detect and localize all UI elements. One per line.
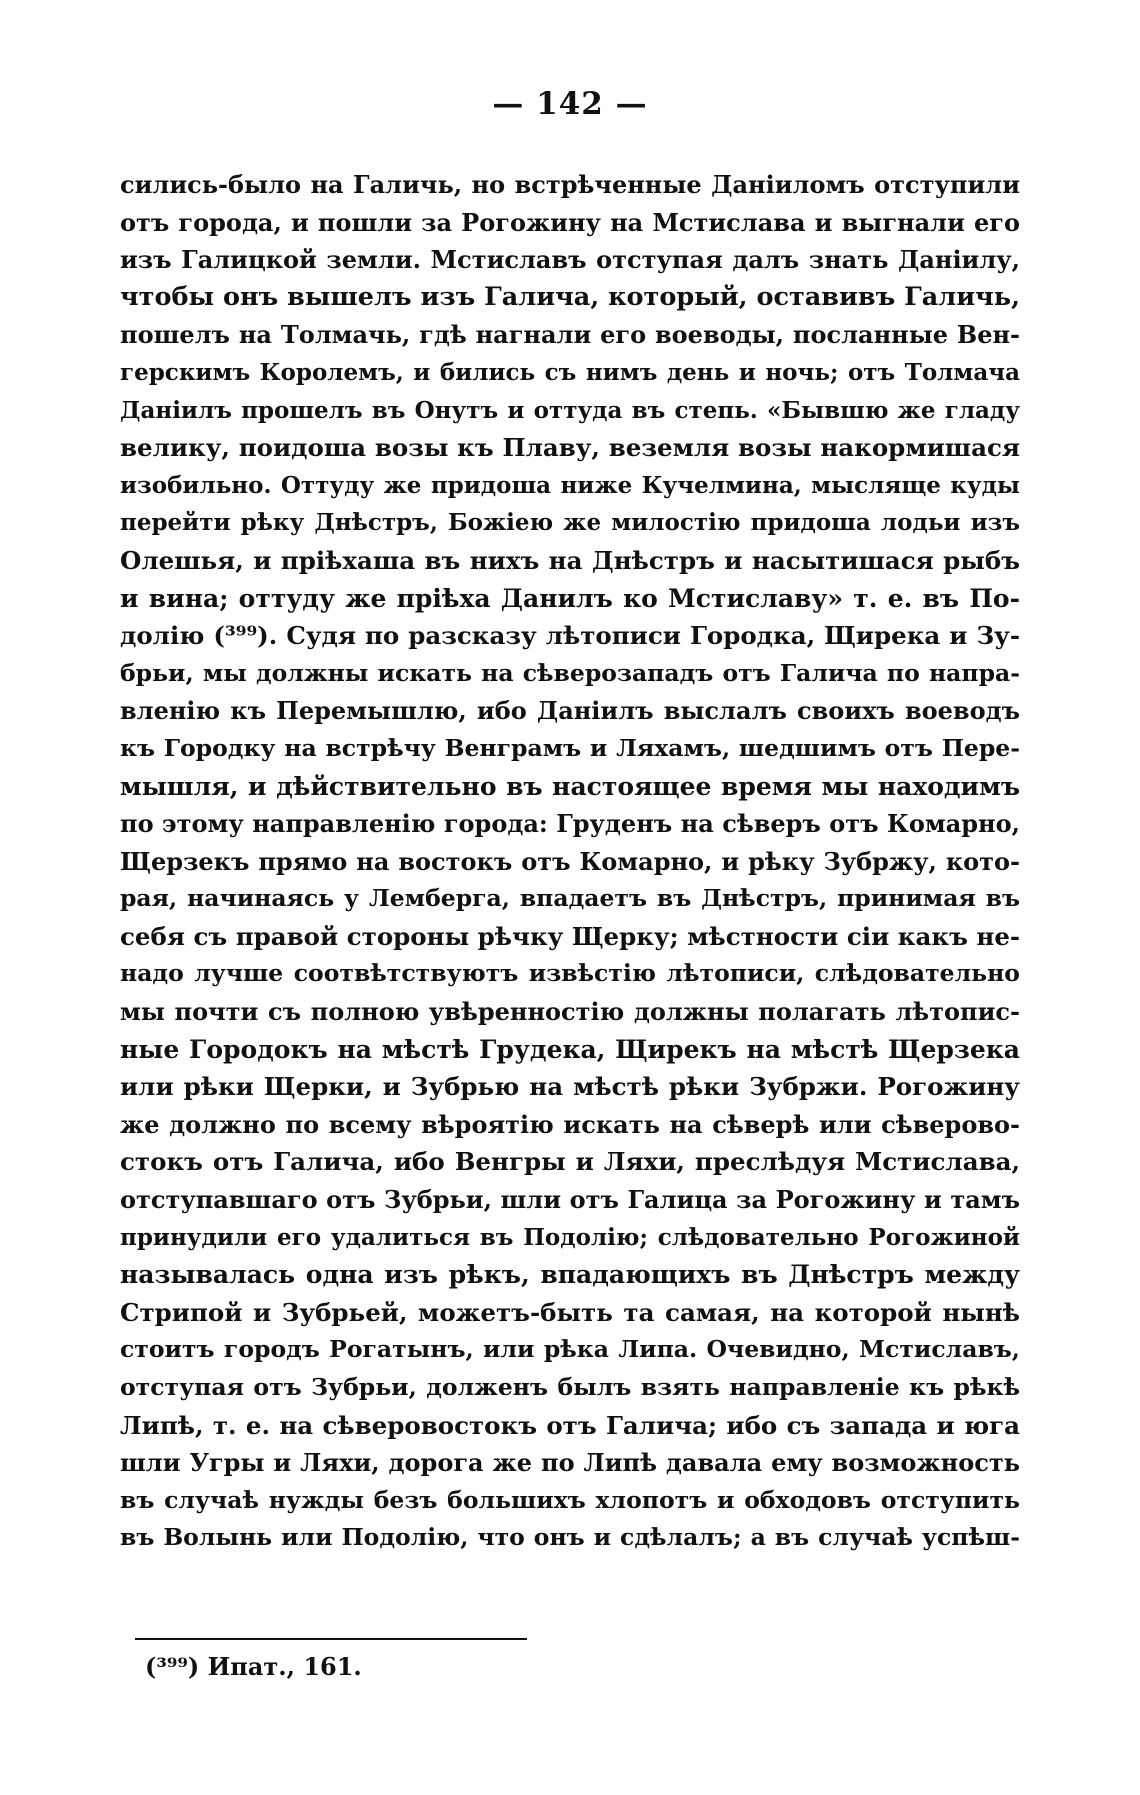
text-line: изъ Галицкой земли. Мстиславъ отступая далъ знать Даніилу,	[120, 245, 1020, 275]
page-number: — 142 —	[492, 86, 648, 122]
text-line: изобильно. Оттуду же придоша ниже Кучелмина, мысляще куды	[120, 471, 1020, 499]
text-line: мышля, и дѣйствительно въ настоящее время мы находимъ	[120, 771, 1020, 801]
text-line: стоитъ городъ Рогатынъ, или рѣка Липа. Очевидно, Мстиславъ,	[120, 1335, 1020, 1364]
text-line: Олешья, и пріѣхаша въ нихъ на Днѣстръ и насытишася рыбъ	[120, 545, 1020, 575]
text-line: же должно по всему вѣроятію искать на сѣверѣ или сѣверово-	[120, 1109, 1020, 1139]
text-line: велику, поидоша возы къ Плаву, веземля возы накормишася	[120, 433, 1020, 463]
text-line: пошелъ на Толмачь, гдѣ нагнали его воеводы, посланные Вен-	[120, 320, 1020, 350]
footnote: (³⁹⁹) Ипат., 161.	[145, 1652, 362, 1681]
text-line: сились-было на Галичь, но встрѣченные Даніиломъ отступили	[120, 170, 1020, 199]
text-line: рая, начинаясь у Лемберга, впадаетъ въ Днѣстръ, принимая въ	[120, 884, 1020, 913]
text-line: къ Городку на встрѣчу Венграмъ и Ляхамъ, шедшимъ отъ Пере-	[120, 733, 1020, 762]
text-line: долію (³⁹⁹). Судя по разсказу лѣтописи Городка, Щирека и Зу-	[120, 621, 1020, 651]
text-line: Даніилъ прошелъ въ Онутъ и оттуда въ степь. «Бывшю же гладу	[120, 396, 1020, 424]
text-line: брьи, мы должны искать на сѣверозападъ отъ Галича по напра-	[120, 658, 1020, 687]
text-line: Стрипой и Зубрьей, можетъ-быть та самая, на которой нынѣ	[120, 1297, 1020, 1327]
text-line: перейти рѣку Днѣстръ, Божіею же милостію придоша лодьи изъ	[120, 509, 1020, 537]
text-line: вленію къ Перемышлю, ибо Даніилъ выслалъ своихъ воеводъ	[120, 696, 1020, 726]
text-line: отступая отъ Зубрьи, долженъ былъ взять направленіе къ рѣкѣ	[120, 1373, 1020, 1401]
text-line: надо лучше соотвѣтствуютъ извѣстію лѣтописи, слѣдовательно	[120, 959, 1020, 988]
text-line: въ случаѣ нужды безъ большихъ хлопотъ и обходовъ отступить	[120, 1485, 1020, 1514]
text-line: Липѣ, т. е. на сѣверовостокъ отъ Галича; ибо съ запада и юга	[120, 1410, 1020, 1440]
text-line: принудили его удалиться въ Подолію; слѣдовательно Рогожиной	[120, 1223, 1020, 1251]
text-line: отъ города, и пошли за Рогожину на Мстислава и выгнали его	[120, 207, 1020, 237]
text-line: и вина; оттуду же пріѣха Данилъ ко Мстиславу» т. е. въ По-	[120, 583, 1020, 613]
text-line: чтобы онъ вышелъ изъ Галича, который, оставивъ Галичь,	[120, 281, 1020, 312]
text-line: отступавшаго отъ Зубрьи, шли отъ Галица за Рогожину и тамъ	[120, 1185, 1020, 1215]
footnote-divider	[135, 1638, 527, 1640]
text-line: по этому направленію города: Груденъ на сѣверъ отъ Комарно,	[120, 809, 1020, 839]
text-line: или рѣки Щерки, и Зубрью на мѣстѣ рѣки Зубржи. Рогожину	[120, 1072, 1020, 1102]
text-line: въ Волынь или Подолію, что онъ и сдѣлалъ; а въ случаѣ успѣш-	[120, 1523, 1020, 1552]
text-line: шли Угры и Ляхи, дорога же по Липѣ давала ему возможность	[120, 1448, 1020, 1478]
text-line: Щерзекъ прямо на востокъ отъ Комарно, и рѣку Зубржу, кото-	[120, 846, 1020, 876]
text-line: называлась одна изъ рѣкъ, впадающихъ въ Днѣстръ между	[120, 1260, 1020, 1290]
text-line: стокъ отъ Галича, ибо Венгры и Ляхи, преслѣдуя Мстислава,	[120, 1147, 1020, 1177]
text-line: герскимъ Королемъ, и бились съ нимъ день и ночь; отъ Толмача	[120, 358, 1020, 386]
text-line: ные Городокъ на мѣстѣ Грудека, Щирекъ на мѣстѣ Щерзека	[120, 1034, 1020, 1064]
text-line: мы почти съ полною увѣренностію должны полагать лѣтопис-	[120, 997, 1020, 1027]
body-text	[120, 166, 1020, 1557]
text-line: себя съ правой стороны рѣчку Щерку; мѣстности сіи какъ не-	[120, 921, 1021, 951]
